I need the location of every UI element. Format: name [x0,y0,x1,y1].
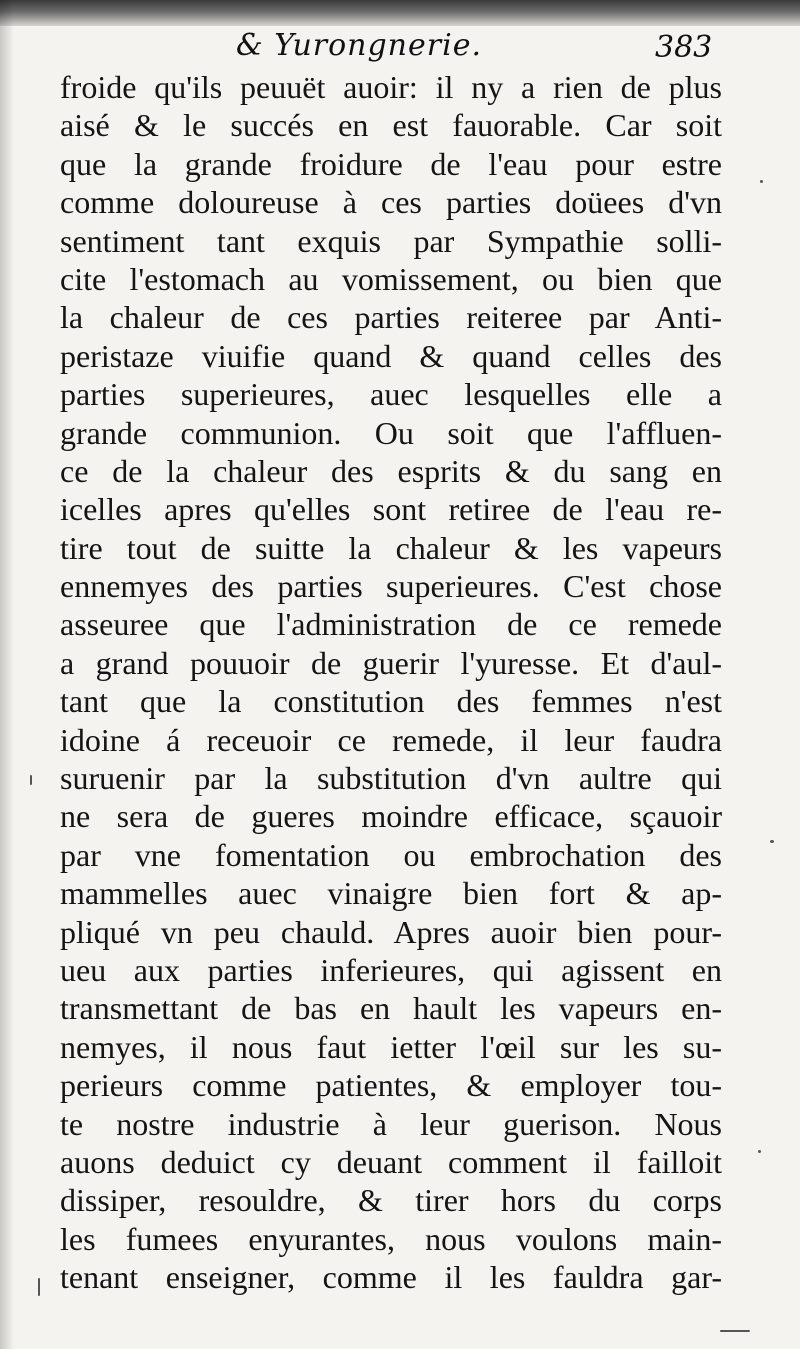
text-line: transmettant de bas en hault les vapeurs en- [60,990,722,1027]
text-line: ce de la chaleur des esprits & du sang en [60,452,722,489]
text-line: auons deduict cy deuant comment il failloit [60,1143,722,1180]
text-line: froide qu'ils peuuët auoir: il ny a rien de plus [60,69,722,105]
text-line: perieurs comme patientes, & employer tou- [60,1067,722,1104]
text-line: ennemyes des parties superieures. C'est chose [60,568,722,605]
speck [30,775,32,785]
speck [720,1330,750,1332]
text-line: grande communion. Ou soit que l'affluen- [60,414,722,451]
text-line: par vne fomentation ou embrochation des [60,836,722,873]
page-number: 383 [655,30,713,65]
speck [758,1150,761,1153]
text-line: pliqué vn peu chauld. Apres auoir bien pour- [60,913,722,950]
page-top-edge-shadow [0,0,800,26]
running-head-title: & Yurongnerie. [236,28,482,63]
text-line: peristaze viuifie quand & quand celles des [60,337,722,374]
text-line: ne sera de gueres moindre efficace, sçauoir [60,798,722,835]
running-head [0,26,800,70]
text-line: ueu aux parties inferieures, qui agissent en [60,951,722,988]
text-line: la chaleur de ces parties reiteree par Anti- [60,299,722,336]
text-line: icelles apres qu'elles sont retiree de l'eau re- [60,491,722,528]
text-line: te nostre industrie à leur guerison. Nous [60,1105,722,1142]
text-line: que la grande froidure de l'eau pour estre [60,145,722,182]
text-line: asseuree que l'administration de ce remede [60,606,722,643]
text-line: nemyes, il nous faut ietter l'œil sur les su- [60,1028,722,1065]
text-line: tire tout de suitte la chaleur & les vapeurs [60,529,722,566]
speck [38,1278,40,1296]
text-line: suruenir par la substitution d'vn aultre qui [60,760,722,797]
text-line: comme doloureuse à ces parties doüees d'vn [60,184,722,221]
text-line: sentiment tant exquis par Sympathie solli- [60,222,722,259]
text-line: cite l'estomach au vomissement, ou bien que [60,260,722,297]
body-text [60,68,722,1297]
page-gutter-shadow [0,0,14,1349]
text-line: dissiper, resouldre, & tirer hors du corps [60,1182,722,1219]
text-line: a grand pouuoir de guerir l'yuresse. Et d'aul- [60,644,722,681]
text-line: les fumees enyurantes, nous voulons main- [60,1220,722,1257]
text-line: tant que la constitution des femmes n'est [60,683,722,720]
text-line: tenant enseigner, comme il les fauldra gar- [60,1259,722,1296]
speck [770,840,774,843]
text-line: aisé & le succés en est fauorable. Car soit [60,107,722,144]
text-line: idoine á receuoir ce remede, il leur faudra [60,721,722,758]
text-line: mammelles auec vinaigre bien fort & ap- [60,875,722,912]
speck [760,180,763,183]
text-line: parties superieures, auec lesquelles elle a [60,376,722,413]
